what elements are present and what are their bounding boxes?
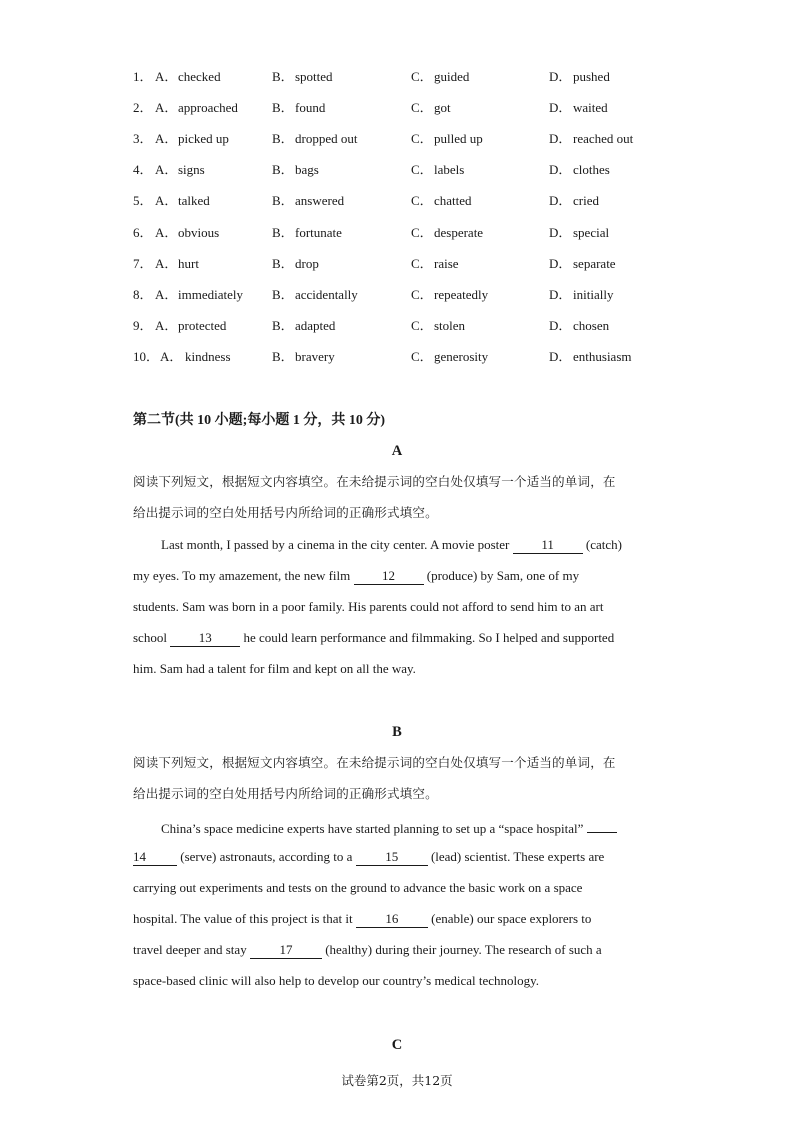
question-number: 4． <box>133 162 153 177</box>
part-b-line-2 <box>133 847 663 867</box>
blank-14-start[interactable] <box>587 816 617 833</box>
option-a-label: A． <box>155 225 178 240</box>
option-d-label: D． <box>549 131 572 146</box>
option-d-label: D． <box>549 318 572 333</box>
text: China’s space medicine experts have started planning to set up a “space hospital” <box>161 821 584 836</box>
question-number: 7． <box>133 256 153 271</box>
option-a: kindness <box>185 349 231 364</box>
part-a-heading: A <box>391 443 403 459</box>
part-a-line-4 <box>133 628 663 648</box>
option-c-label: C． <box>411 225 433 240</box>
part-b-line-4 <box>133 909 663 929</box>
option-d: initially <box>573 287 614 302</box>
option-b: adapted <box>295 318 336 333</box>
question-number: 8． <box>133 287 153 302</box>
option-b-label: B． <box>272 256 294 271</box>
option-row <box>0 223 794 243</box>
option-c-label: C． <box>411 131 433 146</box>
option-a: protected <box>178 318 227 333</box>
blank-16[interactable]: 16 <box>356 911 428 928</box>
option-d-label: D． <box>549 69 572 84</box>
option-row <box>0 347 794 367</box>
option-b: found <box>295 100 326 115</box>
text: my eyes. To my amazement, the new film <box>133 568 351 583</box>
option-c: repeatedly <box>434 287 489 302</box>
option-a: picked up <box>178 131 229 146</box>
text: (enable) our space explorers to <box>431 911 592 926</box>
option-b: bags <box>295 162 319 177</box>
part-b-heading: B <box>392 724 402 740</box>
option-c-label: C． <box>411 193 433 208</box>
part-b-instruction-line-2: 给出提示词的空白处用括号内所给词的正确形式填空。 <box>133 786 438 801</box>
option-b-label: B． <box>272 349 294 364</box>
option-b-label: B． <box>272 287 294 302</box>
blank-11[interactable]: 11 <box>513 537 583 554</box>
option-d: special <box>573 225 610 240</box>
text: hospital. The value of this project is that it <box>133 911 353 926</box>
part-b-instruction-line-1: 阅读下列短文，根据短文内容填空。在未给提示词的空白处仅填写一个适当的单词，在 <box>133 755 616 770</box>
question-number: 9． <box>133 318 153 333</box>
option-d-label: D． <box>549 287 572 302</box>
option-a: signs <box>178 162 205 177</box>
text: (healthy) during their journey. The research of such a <box>325 942 602 957</box>
option-d: chosen <box>573 318 610 333</box>
option-a-label: A． <box>155 100 178 115</box>
option-a-label: A． <box>155 287 178 302</box>
part-b-line-5 <box>133 940 663 960</box>
text: school <box>133 630 167 645</box>
option-d: separate <box>573 256 616 271</box>
question-number: 6． <box>133 225 153 240</box>
text: (catch) <box>585 537 622 552</box>
option-c: generosity <box>434 349 489 364</box>
option-d-label: D． <box>549 162 572 177</box>
section-title: 第二节(共 10 小题;每小题 1 分，共 10 分) <box>133 413 385 428</box>
option-a-label: A． <box>155 162 178 177</box>
option-b-label: B． <box>272 100 294 115</box>
text: (lead) scientist. These experts are <box>430 849 605 864</box>
option-c-label: C． <box>411 318 433 333</box>
option-d: pushed <box>573 69 610 84</box>
text: he could learn performance and filmmaking. So I helped and supported <box>243 630 615 645</box>
text: (produce) by Sam, one of my <box>426 568 580 583</box>
part-a-line-2 <box>133 566 663 586</box>
option-c: desperate <box>434 225 484 240</box>
option-a: talked <box>178 193 210 208</box>
option-a-label: A． <box>155 69 178 84</box>
option-c: stolen <box>434 318 466 333</box>
option-c: labels <box>434 162 465 177</box>
option-d: waited <box>573 100 608 115</box>
option-d-label: D． <box>549 256 572 271</box>
option-a-label: A． <box>155 131 178 146</box>
part-a-line-3: students. Sam was born in a poor family. His parents could not afford to send him to an art <box>133 599 604 614</box>
text: travel deeper and stay <box>133 942 247 957</box>
option-b: drop <box>295 256 319 271</box>
option-row <box>0 98 794 118</box>
option-c: pulled up <box>434 131 483 146</box>
option-a-label: A． <box>155 256 178 271</box>
text: (serve) astronauts, according to a <box>180 849 353 864</box>
option-a: checked <box>178 69 221 84</box>
question-number: 10． <box>133 349 160 364</box>
blank-12[interactable]: 12 <box>354 568 424 585</box>
option-d: clothes <box>573 162 610 177</box>
option-d: reached out <box>573 131 634 146</box>
option-c-label: C． <box>411 69 433 84</box>
option-row <box>0 67 794 87</box>
part-a-line-5: him. Sam had a talent for film and kept on all the way. <box>133 661 416 676</box>
text: Last month, I passed by a cinema in the city center. A movie poster <box>161 537 510 552</box>
question-number: 2． <box>133 100 153 115</box>
part-a-line-1 <box>161 535 691 555</box>
option-b: answered <box>295 193 345 208</box>
option-c: guided <box>434 69 470 84</box>
question-number: 3． <box>133 131 153 146</box>
option-c-label: C． <box>411 256 433 271</box>
blank-13[interactable]: 13 <box>170 630 240 647</box>
option-d: enthusiasm <box>573 349 632 364</box>
option-a-label: A． <box>155 318 178 333</box>
blank-14[interactable]: 14 <box>133 849 177 866</box>
option-a-label: A． <box>160 349 183 364</box>
option-a: approached <box>178 100 238 115</box>
option-a: obvious <box>178 225 220 240</box>
option-b-label: B． <box>272 162 294 177</box>
question-number: 1． <box>133 69 153 84</box>
blank-15[interactable]: 15 <box>356 849 428 866</box>
option-row <box>0 316 794 336</box>
option-b: accidentally <box>295 287 358 302</box>
option-d-label: D． <box>549 225 572 240</box>
page-footer: 试卷第2页，共12页 <box>341 1073 453 1088</box>
part-b-line-1 <box>161 816 691 839</box>
option-row <box>0 285 794 305</box>
option-c: chatted <box>434 193 472 208</box>
option-row <box>0 254 794 274</box>
option-b: spotted <box>295 69 333 84</box>
part-a-instruction-line-1: 阅读下列短文，根据短文内容填空。在未给提示词的空白处仅填写一个适当的单词，在 <box>133 474 616 489</box>
option-c: raise <box>434 256 459 271</box>
part-b-line-3: carrying out experiments and tests on the ground to advance the basic work on a space <box>133 880 583 895</box>
option-b-label: B． <box>272 131 294 146</box>
option-a-label: A． <box>155 193 178 208</box>
option-a: hurt <box>178 256 199 271</box>
option-d-label: D． <box>549 349 572 364</box>
option-d: cried <box>573 193 599 208</box>
option-b-label: B． <box>272 225 294 240</box>
option-row <box>0 160 794 180</box>
option-c-label: C． <box>411 349 433 364</box>
part-c-heading: C <box>391 1037 403 1053</box>
question-number: 5． <box>133 193 153 208</box>
option-b: fortunate <box>295 225 342 240</box>
blank-17[interactable]: 17 <box>250 942 322 959</box>
option-b: dropped out <box>295 131 358 146</box>
option-c-label: C． <box>411 287 433 302</box>
option-row <box>0 191 794 211</box>
option-b-label: B． <box>272 69 294 84</box>
option-row <box>0 129 794 149</box>
part-a-instruction-line-2: 给出提示词的空白处用括号内所给词的正确形式填空。 <box>133 505 438 520</box>
option-c-label: C． <box>411 100 433 115</box>
option-b: bravery <box>295 349 335 364</box>
option-b-label: B． <box>272 318 294 333</box>
part-b-line-6: space-based clinic will also help to develop our country’s medical technology. <box>133 973 540 988</box>
option-d-label: D． <box>549 193 572 208</box>
option-b-label: B． <box>272 193 294 208</box>
option-c-label: C． <box>411 162 433 177</box>
option-a: immediately <box>178 287 243 302</box>
option-d-label: D． <box>549 100 572 115</box>
option-c: got <box>434 100 451 115</box>
